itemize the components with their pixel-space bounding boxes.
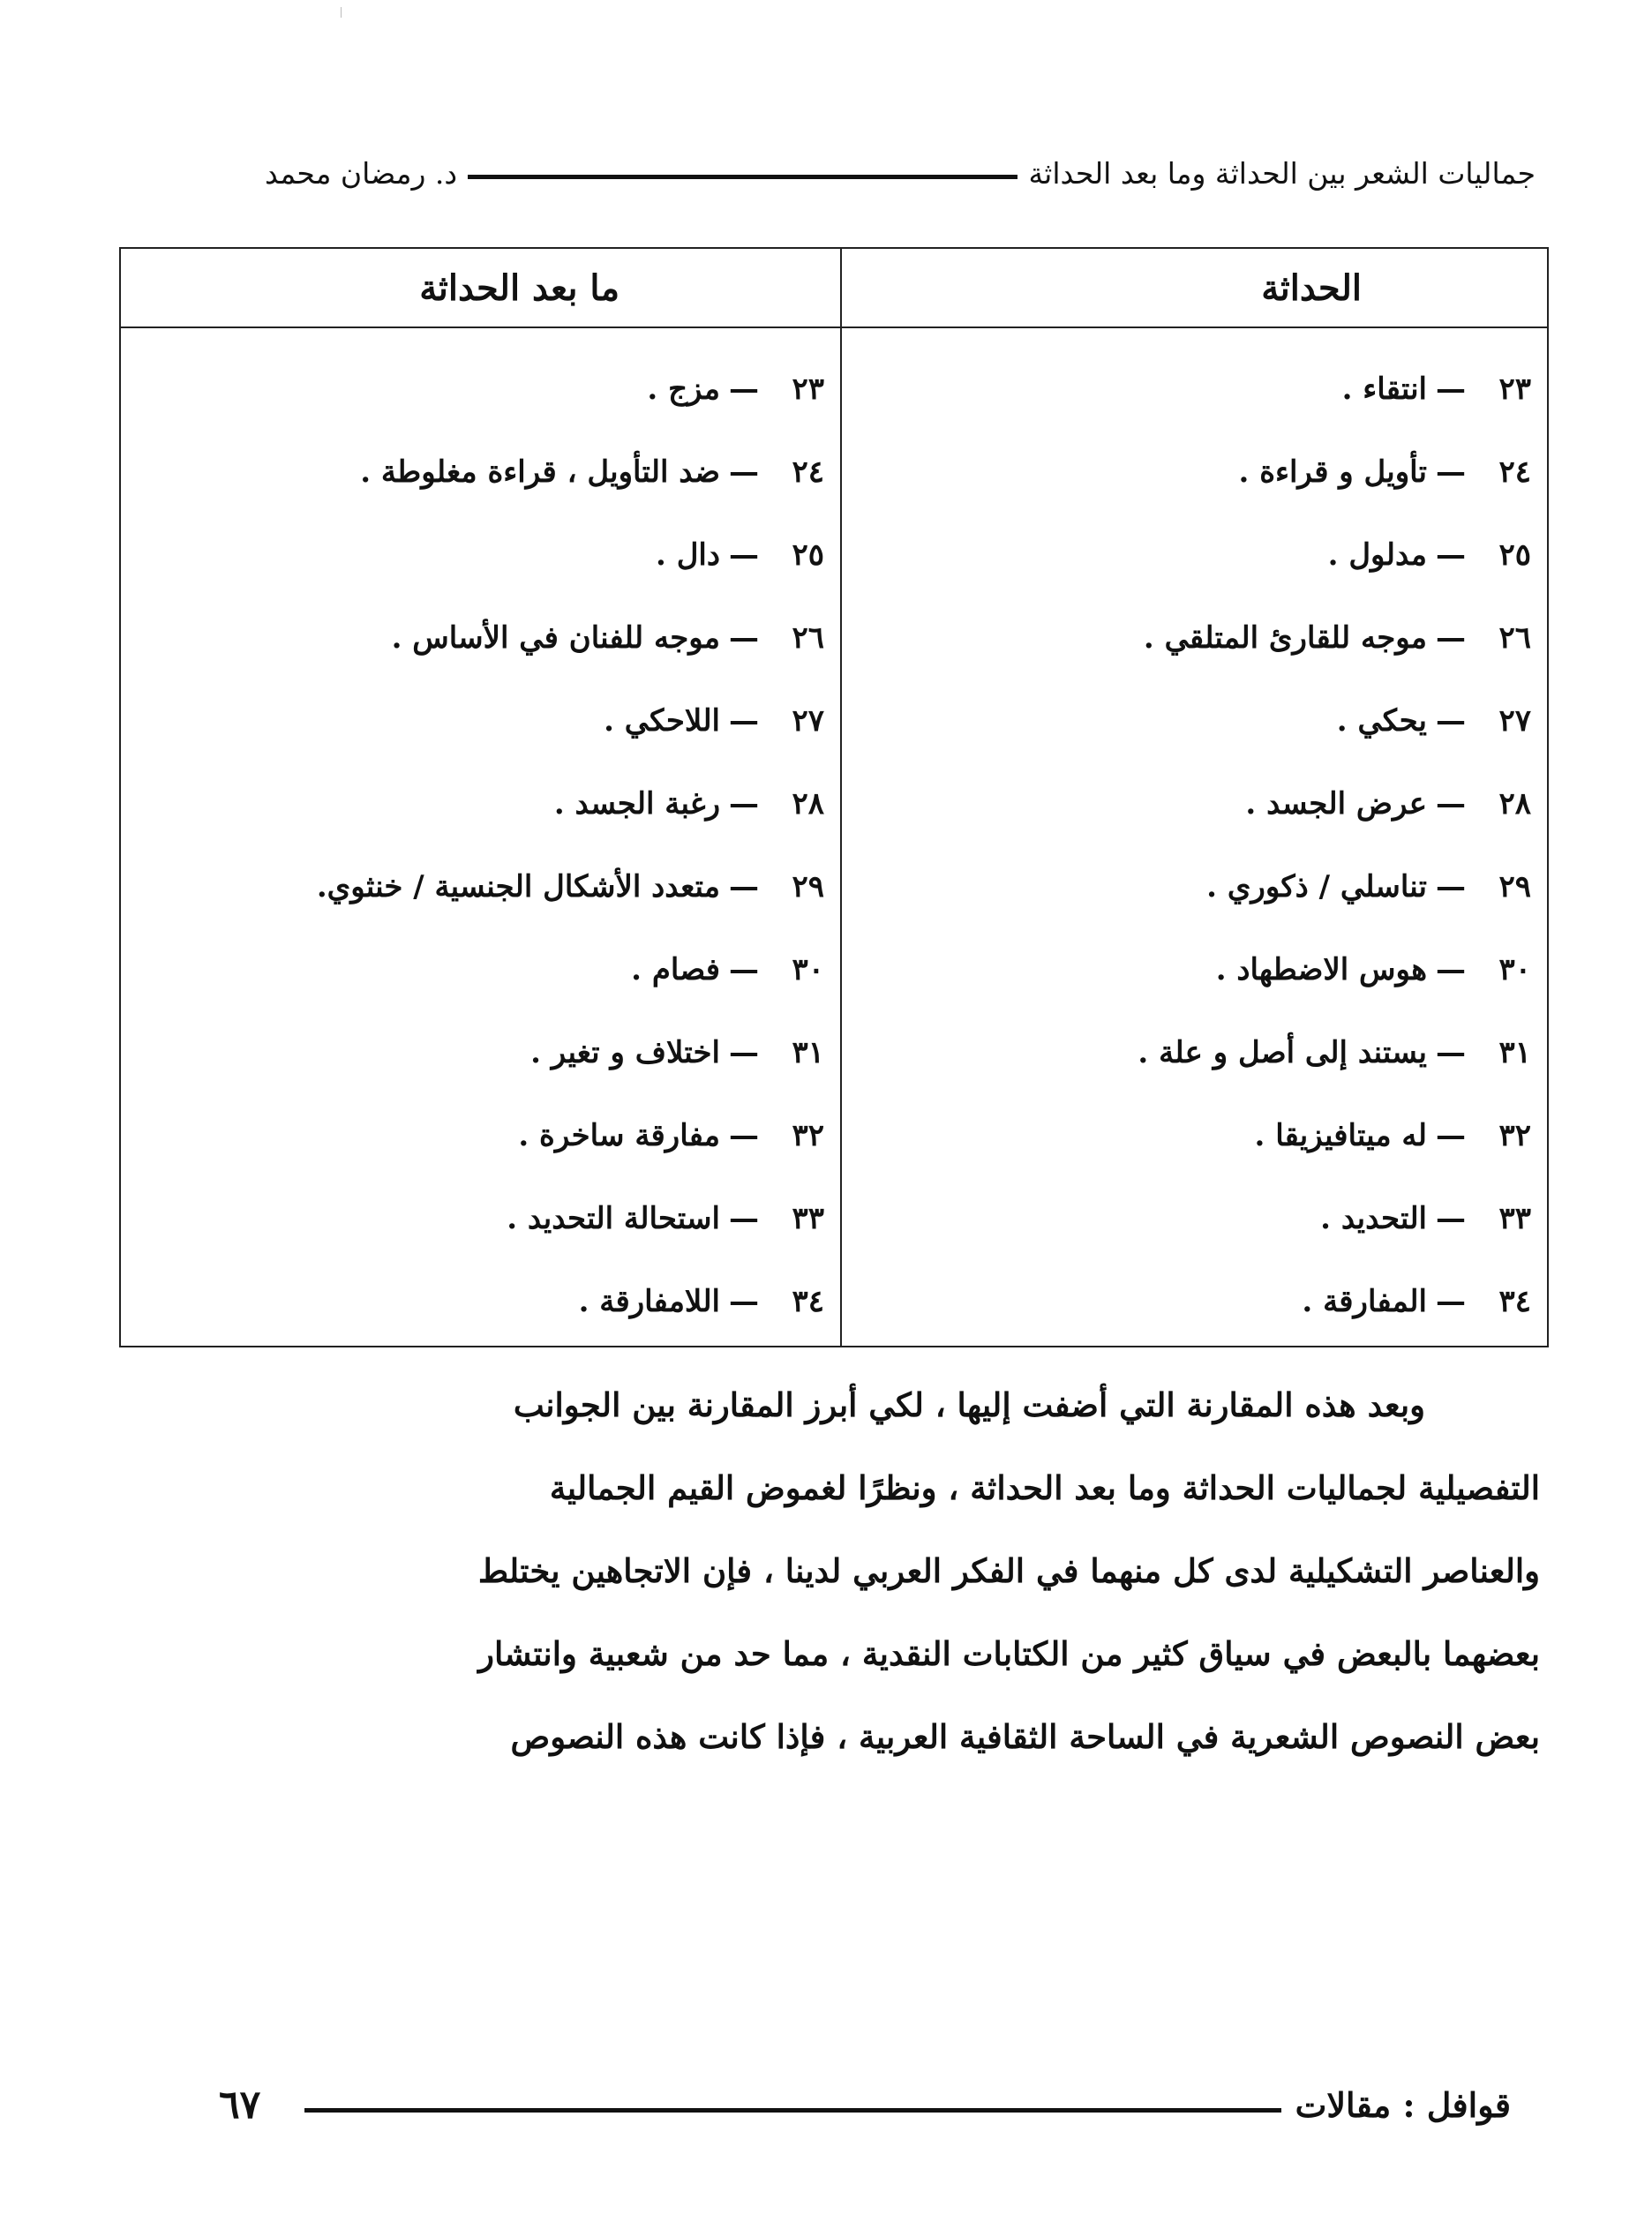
item-number: ٢٩ (1498, 869, 1531, 904)
paragraph-line (243, 1363, 1540, 1446)
running-header-author: د. رمضان محمد (265, 155, 458, 191)
footer-rule (304, 2108, 1280, 2113)
list-item (130, 348, 824, 431)
dash: — (729, 1284, 759, 1319)
item-number: ٣٣ (792, 1201, 824, 1236)
list-item (847, 1011, 1531, 1094)
paragraph-line-text: بعضهما بالبعض في سياق كثير من الكتابات النقدية ، مما حد من شعبية وانتشار (478, 1634, 1540, 1673)
dash: — (1436, 372, 1466, 407)
item-number: ٢٦ (792, 620, 824, 656)
dash: — (729, 1118, 759, 1153)
page-number: ٦٧ (219, 2082, 261, 2128)
header-rule (468, 175, 1017, 179)
list-item (130, 762, 824, 845)
dash: — (729, 372, 759, 407)
item-text: مفارقة ساخرة . (518, 1118, 720, 1153)
item-number: ٣٢ (1498, 1118, 1531, 1153)
postmodernism-column (121, 249, 840, 1346)
item-number: ٣٠ (792, 952, 824, 987)
item-number: ٣٤ (1498, 1284, 1531, 1319)
item-text: يستند إلى أصل و علة . (1138, 1035, 1427, 1070)
paragraph-line-text: وبعد هذه المقارنة التي أضفت إليها ، لكي أبرز المقارنة بين الجوانب (513, 1385, 1425, 1424)
item-number: ٢٤ (792, 454, 824, 490)
footer-section: قوافل : مقالات (1295, 2084, 1511, 2125)
list-item (847, 431, 1531, 514)
running-header-title: جماليات الشعر بين الحداثة وما بعد الحداثة (1028, 155, 1536, 191)
dash: — (1436, 952, 1466, 987)
list-item (847, 1094, 1531, 1177)
list-item (847, 514, 1531, 597)
paragraph-line-text: بعض النصوص الشعرية في الساحة الثقافية العربية ، فإذا كانت هذه النصوص (510, 1717, 1540, 1756)
paragraph-line-text: والعناصر التشكيلية لدى كل منهما في الفكر العربي لدينا ، فإن الاتجاهين يختلط (477, 1551, 1540, 1590)
dash: — (729, 1035, 759, 1070)
item-text: استحالة التحديد . (507, 1201, 720, 1236)
item-text: اختلاف و تغير . (530, 1035, 720, 1070)
list-item (847, 1260, 1531, 1343)
modernism-list (847, 348, 1531, 1343)
item-number: ٢٣ (792, 372, 824, 407)
item-text: مدلول . (1327, 537, 1427, 573)
item-number: ٣١ (1498, 1035, 1531, 1070)
item-text: دال . (656, 537, 720, 573)
list-item (130, 679, 824, 762)
paragraph-line (243, 1612, 1540, 1695)
list-item (130, 928, 824, 1011)
item-number: ٣١ (792, 1035, 824, 1070)
postmodernism-list (130, 348, 824, 1343)
item-number: ٣٣ (1498, 1201, 1531, 1236)
dash: — (729, 537, 759, 573)
item-text: انتقاء . (1341, 372, 1427, 407)
dash: — (1436, 1035, 1466, 1070)
item-number: ٢٦ (1498, 620, 1531, 656)
scan-mark (341, 7, 342, 18)
paragraph-line-text: التفصيلية لجماليات الحداثة وما بعد الحداثة ، ونظرًا لغموض القيم الجمالية (549, 1468, 1540, 1507)
item-number: ٣٤ (792, 1284, 824, 1319)
dash: — (1436, 537, 1466, 573)
item-text: اللاحكي . (604, 703, 720, 739)
paragraph-line (243, 1446, 1540, 1529)
item-number: ٢٣ (1498, 372, 1531, 407)
dash: — (729, 786, 759, 822)
item-text: عرض الجسد . (1245, 786, 1427, 822)
dash: — (1436, 1201, 1466, 1236)
item-number: ٢٨ (792, 786, 824, 822)
dash: — (1436, 786, 1466, 822)
item-text: موجه للفنان في الأساس . (391, 620, 720, 656)
comparison-table (119, 247, 1549, 1347)
item-text: التحديد . (1320, 1201, 1427, 1236)
list-item (847, 1177, 1531, 1260)
item-number: ٢٥ (1498, 537, 1531, 573)
item-number: ٣٠ (1498, 952, 1531, 987)
running-header (265, 148, 1536, 198)
item-text: متعدد الأشكال الجنسية / خنثوي. (316, 869, 720, 904)
item-text: فصام . (631, 952, 720, 987)
item-text: هوس الاضطهاد . (1215, 952, 1427, 987)
item-text: له ميتافيزيقا . (1254, 1118, 1427, 1153)
dash: — (729, 703, 759, 739)
dash: — (729, 952, 759, 987)
item-number: ٢٧ (792, 703, 824, 739)
item-text: اللامفارقة . (578, 1284, 720, 1319)
item-text: المفارقة . (1302, 1284, 1427, 1319)
dash: — (1436, 1284, 1466, 1319)
item-text: يحكي . (1336, 703, 1427, 739)
dash: — (1436, 1118, 1466, 1153)
list-item (130, 1177, 824, 1260)
modernism-heading: الحداثة (1261, 266, 1362, 309)
list-item (847, 679, 1531, 762)
item-text: موجه للقارئ المتلقي . (1143, 620, 1427, 656)
item-text: تأويل و قراءة . (1238, 454, 1427, 490)
dash: — (1436, 620, 1466, 656)
dash: — (729, 1201, 759, 1236)
item-number: ٢٥ (792, 537, 824, 573)
page-footer (219, 2078, 1511, 2131)
dash: — (729, 454, 759, 490)
dash: — (1436, 703, 1466, 739)
body-paragraph (243, 1363, 1540, 1778)
dash: — (1436, 454, 1466, 490)
item-text: رغبة الجسد . (553, 786, 720, 822)
list-item (130, 845, 824, 928)
list-item (130, 514, 824, 597)
list-item (847, 348, 1531, 431)
dash: — (729, 620, 759, 656)
list-item (130, 1260, 824, 1343)
list-item (847, 762, 1531, 845)
list-item (130, 431, 824, 514)
item-number: ٢٨ (1498, 786, 1531, 822)
list-item (847, 928, 1531, 1011)
list-item (847, 845, 1531, 928)
list-item (847, 597, 1531, 679)
item-number: ٣٢ (792, 1118, 824, 1153)
item-text: مزج . (647, 372, 720, 407)
modernism-column (838, 249, 1547, 1346)
paragraph-line (243, 1529, 1540, 1612)
item-number: ٢٩ (792, 869, 824, 904)
item-number: ٢٧ (1498, 703, 1531, 739)
paragraph-line (243, 1695, 1540, 1778)
item-number: ٢٤ (1498, 454, 1531, 490)
list-item (130, 1094, 824, 1177)
item-text: تناسلي / ذكوري . (1206, 869, 1427, 904)
dash: — (729, 869, 759, 904)
list-item (130, 1011, 824, 1094)
item-text: ضد التأويل ، قراءة مغلوطة . (360, 454, 720, 490)
list-item (130, 597, 824, 679)
postmodernism-heading: ما بعد الحداثة (419, 266, 620, 309)
dash: — (1436, 869, 1466, 904)
